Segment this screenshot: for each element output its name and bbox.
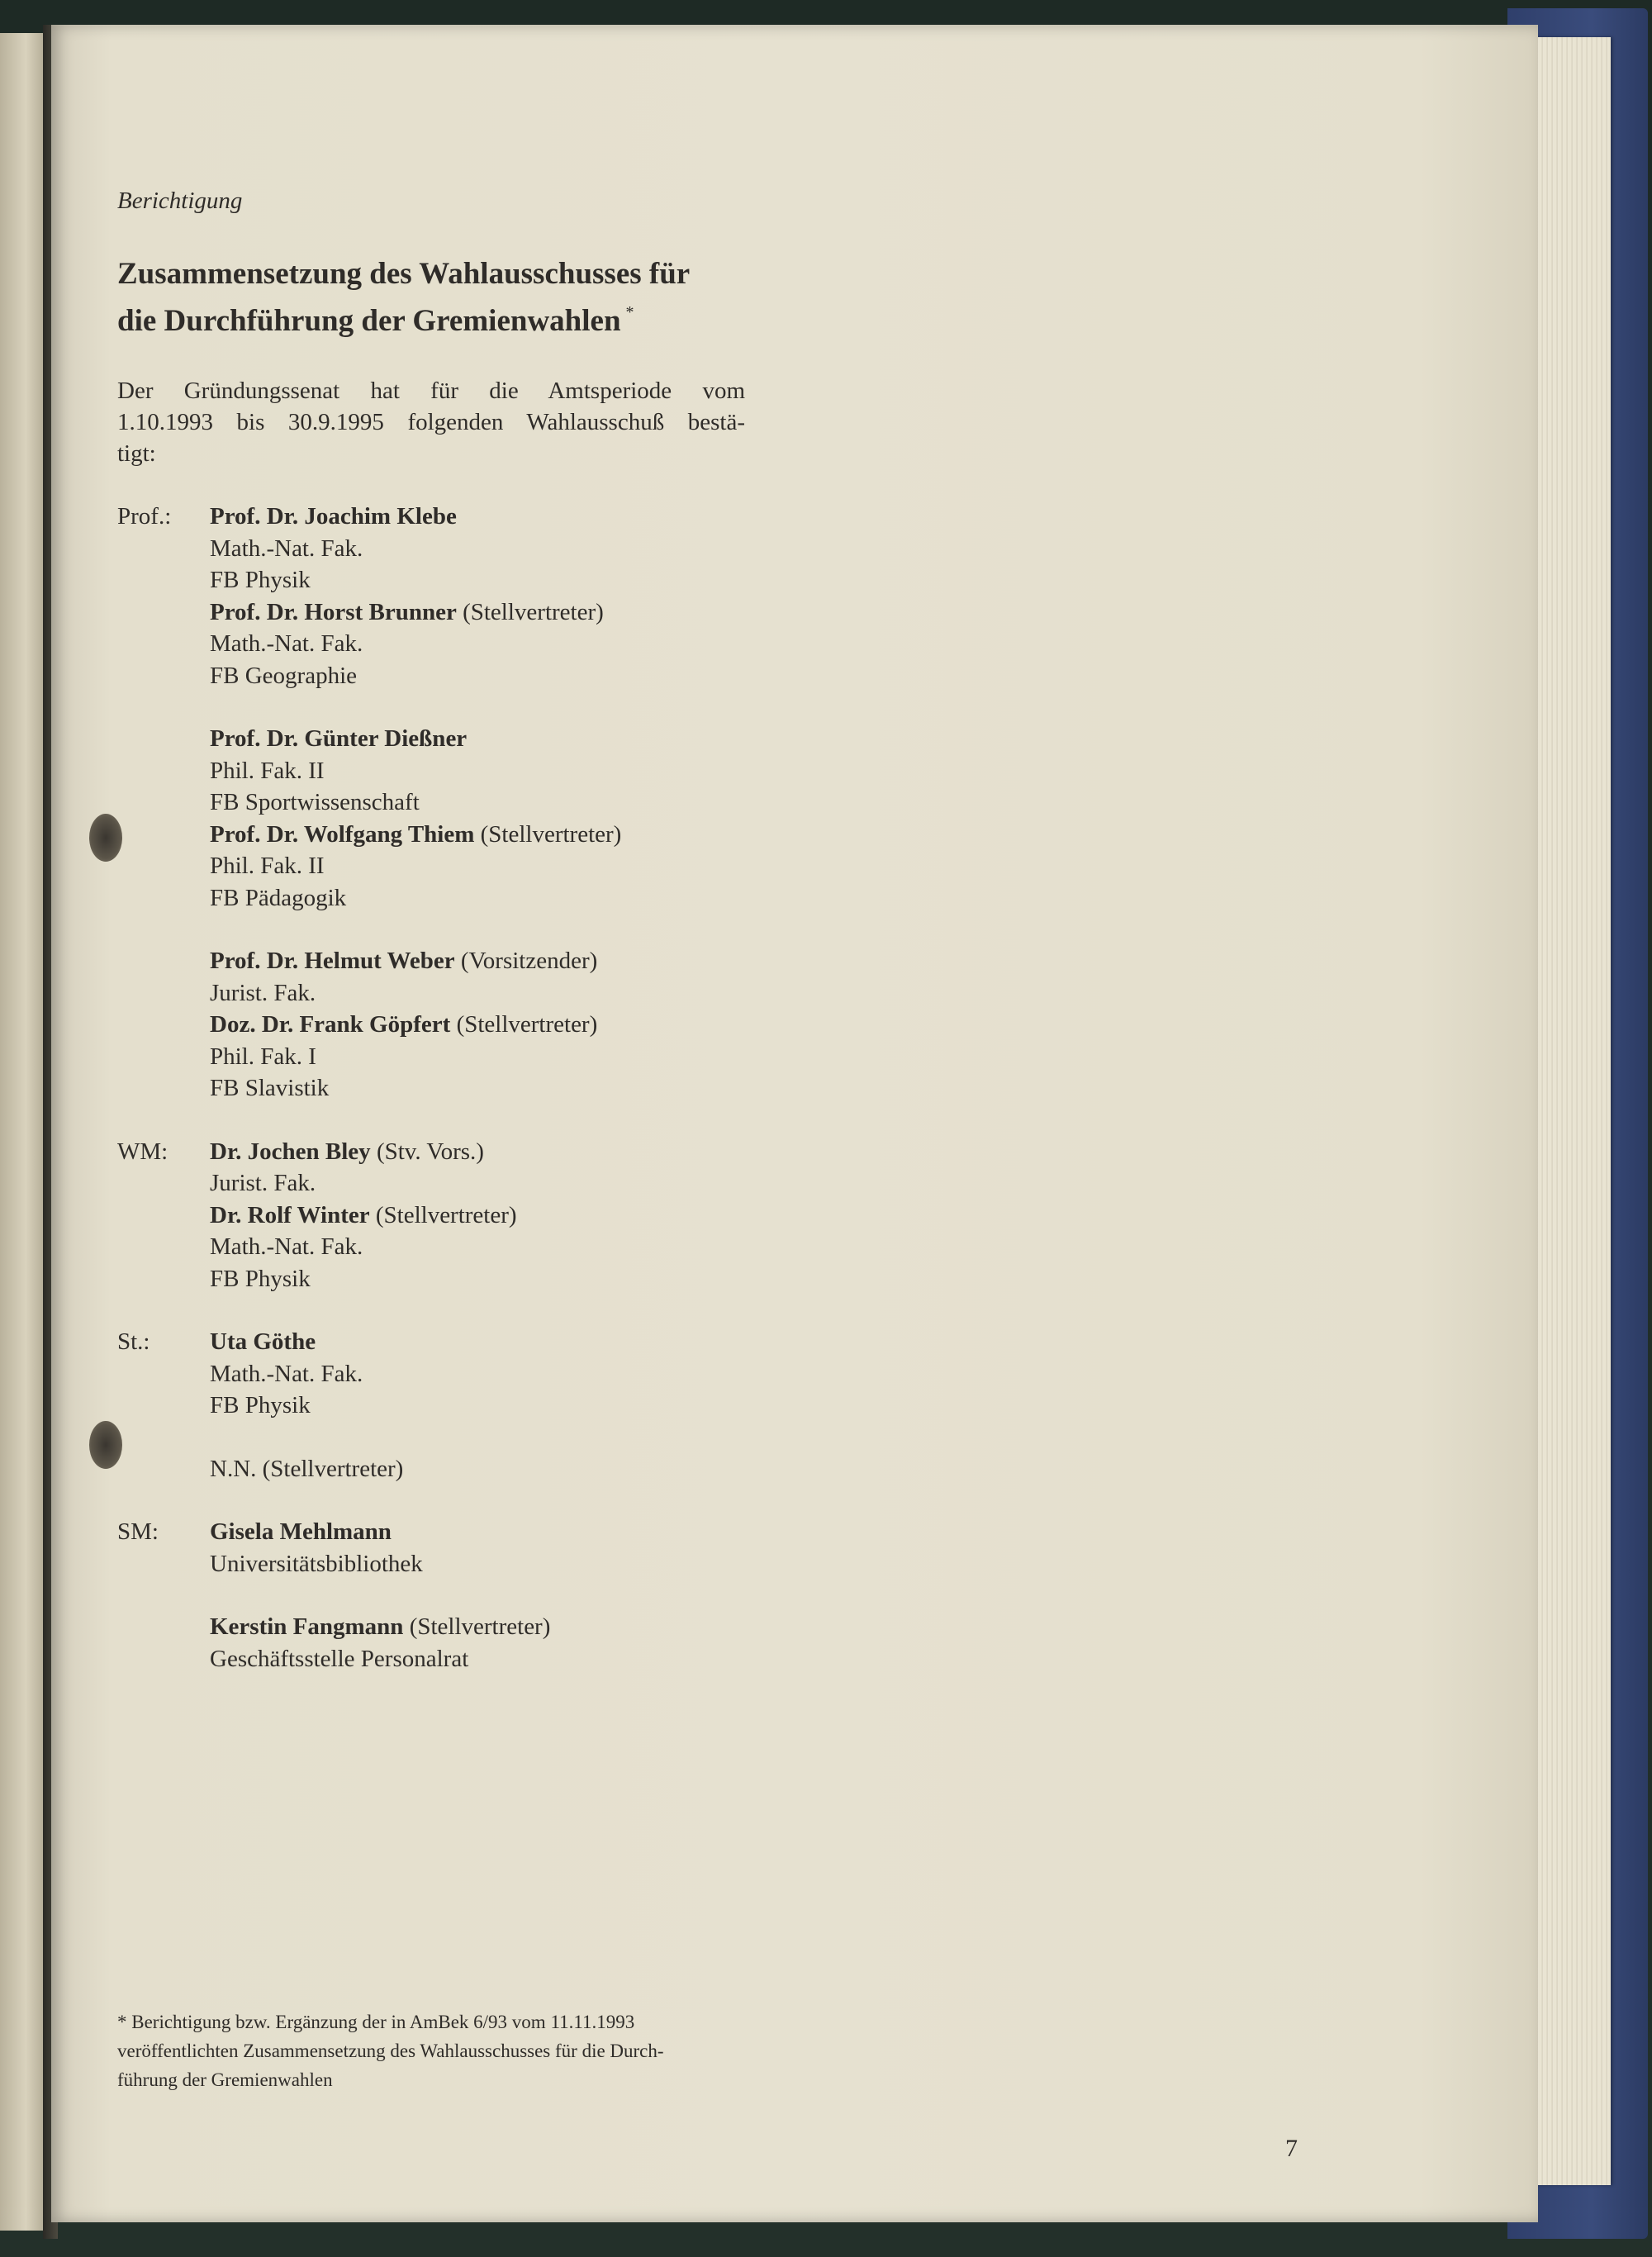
member-line (210, 596, 745, 629)
member-name: Prof. Dr. Horst Brunner (210, 598, 457, 625)
member-detail: (Vorsitzender) (454, 948, 598, 974)
member-line (210, 1453, 745, 1485)
title-line: Zusammensetzung des Wahlausschusses für (117, 257, 691, 291)
member-detail: FB Pädagogik (210, 884, 347, 911)
intro-line: tigt: (117, 440, 156, 467)
footnote-marker: * (625, 303, 634, 321)
member-name: Prof. Dr. Wolfgang Thiem (210, 820, 475, 848)
member-line (210, 977, 745, 1010)
member-detail: Math.-Nat. Fak. (210, 630, 363, 657)
member-detail: FB Geographie (210, 662, 357, 689)
member-line (210, 501, 745, 533)
member-detail: Geschäftsstelle Personalrat (210, 1645, 469, 1672)
member-group (117, 1516, 745, 1675)
member-detail: FB Physik (210, 567, 311, 593)
member-name: Gisela Mehlmann (210, 1518, 392, 1545)
member-line (210, 1548, 745, 1580)
member-detail: N.N. (Stellvertreter) (210, 1455, 404, 1482)
group-entries (210, 1516, 745, 1675)
group-label: St.: (117, 1328, 150, 1355)
member-line (210, 882, 745, 915)
member-detail: (Stellvertreter) (369, 1201, 517, 1228)
intro-paragraph (117, 375, 745, 469)
page-title (117, 255, 745, 340)
member-line (210, 1516, 745, 1548)
member-group (117, 501, 745, 1105)
member-line (210, 1072, 745, 1105)
group-entries (210, 1326, 745, 1485)
member-line (210, 945, 745, 977)
member-entry (210, 945, 745, 1105)
member-line (210, 1643, 745, 1675)
member-line (210, 1390, 745, 1422)
member-detail: Math.-Nat. Fak. (210, 535, 363, 562)
member-detail: (Stellvertreter) (456, 598, 604, 625)
group-entries (210, 501, 745, 1105)
member-name: Dr. Jochen Bley (210, 1138, 371, 1165)
member-line (210, 1167, 745, 1200)
member-detail: FB Sportwissenschaft (210, 789, 420, 815)
member-group (117, 1326, 745, 1485)
member-line (210, 1611, 745, 1643)
member-line (210, 1200, 745, 1232)
member-line (210, 723, 745, 755)
member-line (210, 1263, 745, 1295)
group-label: SM: (117, 1518, 159, 1545)
member-entry (210, 1611, 745, 1675)
member-detail: (Stellvertreter) (474, 820, 622, 848)
intro-line: 1.10.1993 bis 30.9.1995 folgenden Wahlausschuß bestä- (117, 409, 745, 435)
member-entry (210, 1326, 745, 1422)
member-line (210, 786, 745, 819)
section-kicker: Berichtigung (117, 188, 243, 214)
member-line (210, 850, 745, 882)
member-group (117, 1136, 745, 1295)
footnote-line: führung der Gremienwahlen (117, 2069, 333, 2090)
group-label: WM: (117, 1138, 169, 1165)
member-detail: Phil. Fak. II (210, 853, 325, 879)
footnote-line: * Berichtigung bzw. Ergänzung der in AmBek 6/93 vom 11.11.1993 (117, 2012, 635, 2032)
committee-member-list (117, 501, 745, 1675)
member-detail: FB Physik (210, 1392, 311, 1418)
member-name: Prof. Dr. Günter Dießner (210, 725, 468, 752)
member-name: Doz. Dr. Frank Göpfert (210, 1011, 451, 1038)
title-text: die Durchführung der Gremienwahlen (117, 304, 621, 338)
member-entry (210, 1453, 745, 1485)
group-label: Prof.: (117, 503, 172, 530)
member-line (210, 628, 745, 660)
member-line (210, 1231, 745, 1263)
member-detail: (Stv. Vors.) (370, 1138, 484, 1165)
member-line (210, 1041, 745, 1073)
member-line (210, 1326, 745, 1358)
member-line (210, 755, 745, 787)
member-name: Prof. Dr. Helmut Weber (210, 948, 455, 974)
member-detail: (Stellvertreter) (450, 1011, 598, 1038)
member-detail: FB Physik (210, 1265, 311, 1292)
member-detail: Phil. Fak. II (210, 757, 325, 784)
page-content (117, 186, 745, 1675)
member-name: Kerstin Fangmann (210, 1613, 404, 1640)
member-detail: Jurist. Fak. (210, 979, 316, 1006)
left-page-edge (0, 33, 43, 2231)
member-entry (210, 1516, 745, 1580)
member-line (210, 819, 745, 851)
member-detail: (Stellvertreter) (403, 1613, 551, 1640)
member-line (210, 1136, 745, 1168)
member-line (210, 564, 745, 596)
member-entry (210, 501, 745, 691)
member-line (210, 1358, 745, 1390)
member-name: Prof. Dr. Joachim Klebe (210, 503, 457, 530)
member-detail: Math.-Nat. Fak. (210, 1233, 363, 1260)
intro-line: Der Gründungssenat hat für die Amtsperiode vom (117, 378, 745, 404)
title-line (117, 293, 745, 340)
footnote (117, 2008, 729, 2094)
member-entry (210, 1136, 745, 1295)
member-name: Dr. Rolf Winter (210, 1201, 370, 1228)
page-number: 7 (1285, 2135, 1298, 2162)
member-detail: Math.-Nat. Fak. (210, 1360, 363, 1387)
member-line (210, 1009, 745, 1041)
member-line (210, 533, 745, 565)
footnote-line: veröffentlichten Zusammensetzung des Wahlausschusses für die Durch- (117, 2041, 664, 2061)
member-detail: Phil. Fak. I (210, 1043, 316, 1070)
member-detail: Jurist. Fak. (210, 1170, 316, 1196)
group-entries (210, 1136, 745, 1295)
member-name: Uta Göthe (210, 1328, 316, 1355)
member-line (210, 660, 745, 692)
member-entry (210, 723, 745, 914)
member-detail: FB Slavistik (210, 1075, 330, 1101)
member-detail: Universitätsbibliothek (210, 1550, 423, 1577)
